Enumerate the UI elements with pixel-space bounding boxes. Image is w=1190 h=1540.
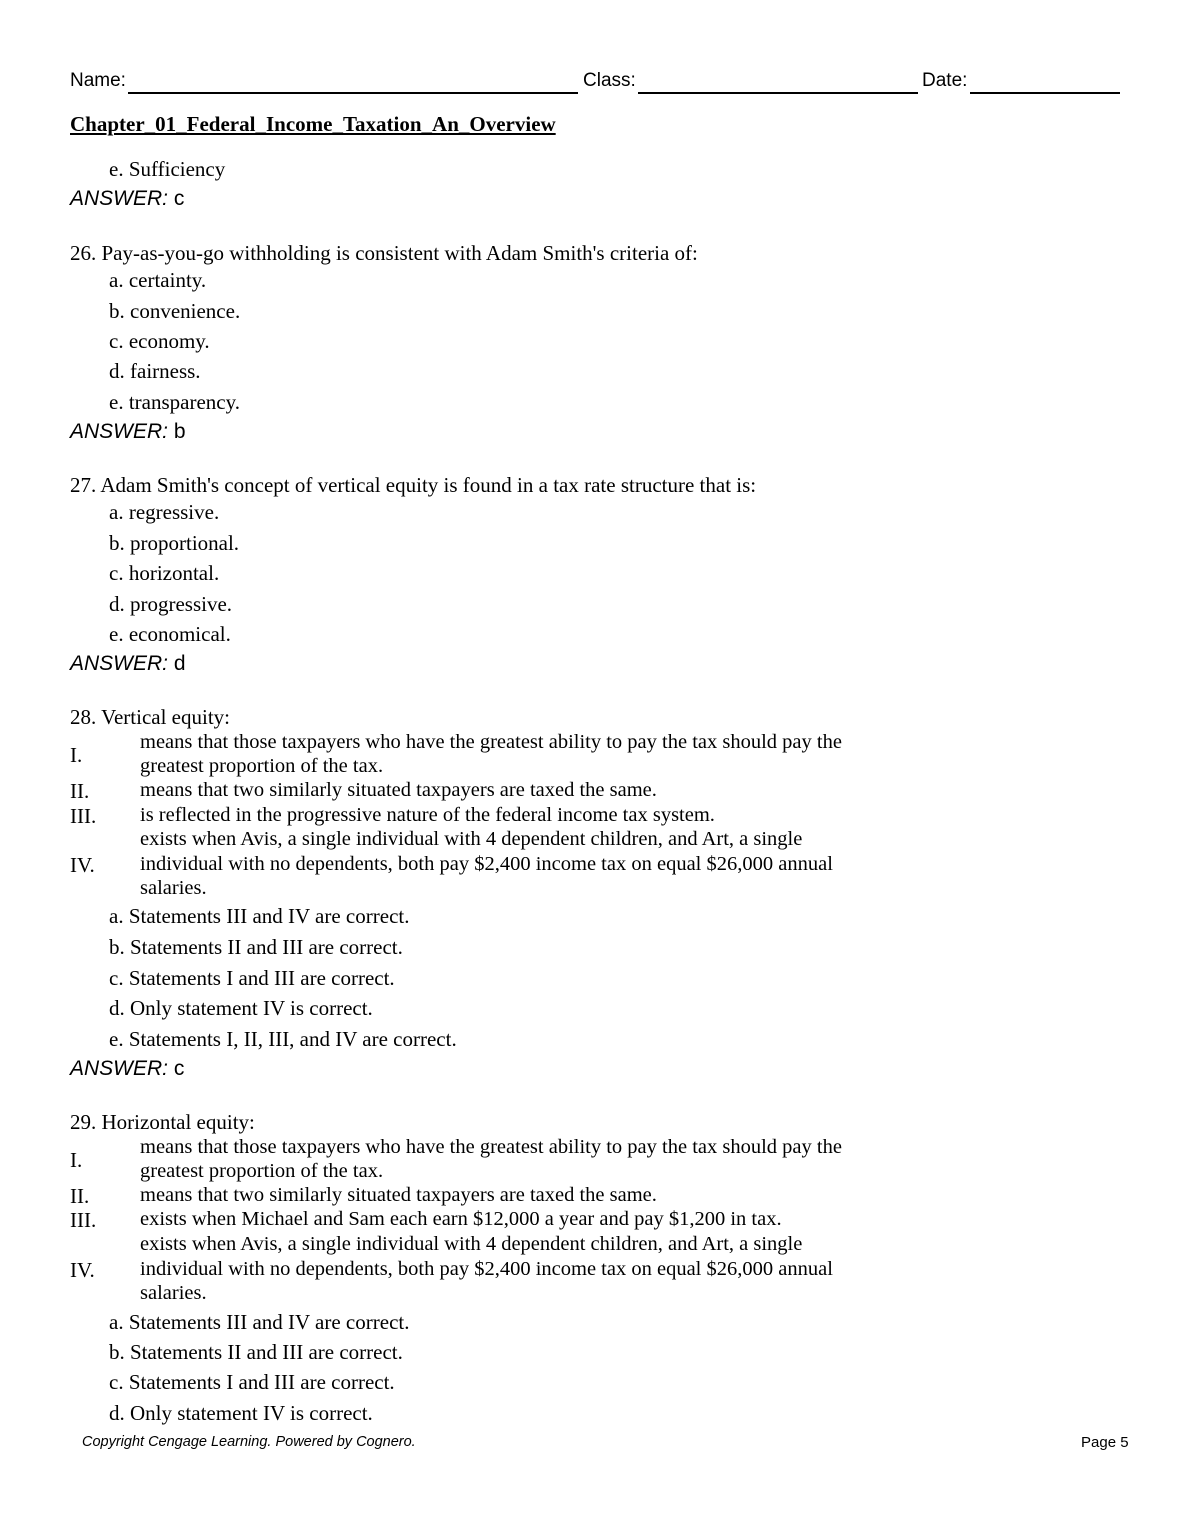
option-e: e. Sufficiency [109,157,226,181]
q29-option-c: c. Statements I and III are correct. [109,1370,395,1394]
q29-statement-4-line-1: exists when Avis, a single individual with 4 dependent children, and Art, a single [140,1233,803,1255]
q26-option-d: d. fairness. [109,359,201,383]
question-27-stem: 27. Adam Smith's concept of vertical equity is found in a tax rate structure that is: [70,473,757,497]
chapter-title: Chapter_01_Federal_Income_Taxation_An_Overview [70,112,556,136]
q29-statement-num-2: II. [70,1184,90,1208]
q28-statement-2-line-1: means that two similarly situated taxpayers are taxed the same. [140,779,657,801]
q29-statement-2-line-1: means that two similarly situated taxpayers are taxed the same. [140,1184,657,1206]
date-field-line[interactable] [970,92,1120,94]
header-fields [70,70,1120,96]
q29-statement-4-line-2: individual with no dependents, both pay $2,400 income tax on equal $26,000 annual [140,1258,833,1280]
q29-statement-1-line-2: greatest proportion of the tax. [140,1160,384,1182]
q27-option-c: c. horizontal. [109,561,220,585]
question-28-stem: 28. Vertical equity: [70,705,230,729]
question-29-stem: 29. Horizontal equity: [70,1110,255,1134]
answer-value: d [173,652,186,675]
answer-label: ANSWER: [70,652,169,675]
q28-statement-num-4: IV. [70,853,95,877]
date-label: Date: [922,70,968,91]
q27-option-a: a. regressive. [109,500,220,524]
q27-option-e: e. economical. [109,622,231,646]
answer-value: b [173,420,186,443]
q28-statement-4-line-3: salaries. [140,877,207,899]
q29-statement-4-line-3: salaries. [140,1282,207,1304]
q29-option-a: a. Statements III and IV are correct. [109,1310,410,1334]
q29-option-b: b. Statements II and III are correct. [109,1340,403,1364]
q27-answer-line [70,652,186,676]
class-field-line[interactable] [638,92,918,94]
q29-statement-num-4: IV. [70,1258,95,1282]
q28-statement-num-2: II. [70,779,90,803]
q28-option-b: b. Statements II and III are correct. [109,935,403,959]
class-label: Class: [583,70,636,91]
q29-statement-num-1: I. [70,1148,83,1172]
q29-option-d: d. Only statement IV is correct. [109,1401,373,1425]
copyright-notice: Copyright Cengage Learning. Powered by Cognero. [82,1434,416,1450]
q27-option-d: d. progressive. [109,592,233,616]
q28-option-c: c. Statements I and III are correct. [109,966,395,990]
question-26-stem: 26. Pay-as-you-go withholding is consistent with Adam Smith's criteria of: [70,241,698,265]
answer-label: ANSWER: [70,1057,169,1080]
q28-option-d: d. Only statement IV is correct. [109,996,373,1020]
q29-statement-3-line-1: exists when Michael and Sam each earn $12,000 a year and pay $1,200 in tax. [140,1208,782,1230]
q27-option-b: b. proportional. [109,531,240,555]
q28-statement-num-3: III. [70,804,97,828]
q28-option-a: a. Statements III and IV are correct. [109,904,410,928]
q28-statement-4-line-2: individual with no dependents, both pay $2,400 income tax on equal $26,000 annual [140,853,833,875]
answer-value: c [173,187,185,210]
answer-label: ANSWER: [70,420,169,443]
answer-label: ANSWER: [70,187,169,210]
q28-statement-3-line-1: is reflected in the progressive nature of the federal income tax system. [140,804,715,826]
q26-option-c: c. economy. [109,329,210,353]
q26-option-b: b. convenience. [109,299,241,323]
page-number: Page 5 [1081,1434,1129,1451]
q28-statement-1-line-2: greatest proportion of the tax. [140,755,384,777]
q28-statement-4-line-1: exists when Avis, a single individual with 4 dependent children, and Art, a single [140,828,803,850]
answer-value: c [173,1057,185,1080]
q26-answer-line [70,420,186,444]
q28-answer-line [70,1057,184,1081]
q26-option-e: e. transparency. [109,390,240,414]
q28-statement-1-line-1: means that those taxpayers who have the greatest ability to pay the tax should pay the [140,731,842,753]
q28-option-e: e. Statements I, II, III, and IV are correct. [109,1027,457,1051]
name-label: Name: [70,70,126,91]
q29-statement-num-3: III. [70,1208,97,1232]
q26-option-a: a. certainty. [109,268,207,292]
name-field-line[interactable] [128,92,578,94]
answer-line [70,187,184,211]
q28-statement-num-1: I. [70,743,83,767]
q29-statement-1-line-1: means that those taxpayers who have the greatest ability to pay the tax should pay the [140,1136,842,1158]
